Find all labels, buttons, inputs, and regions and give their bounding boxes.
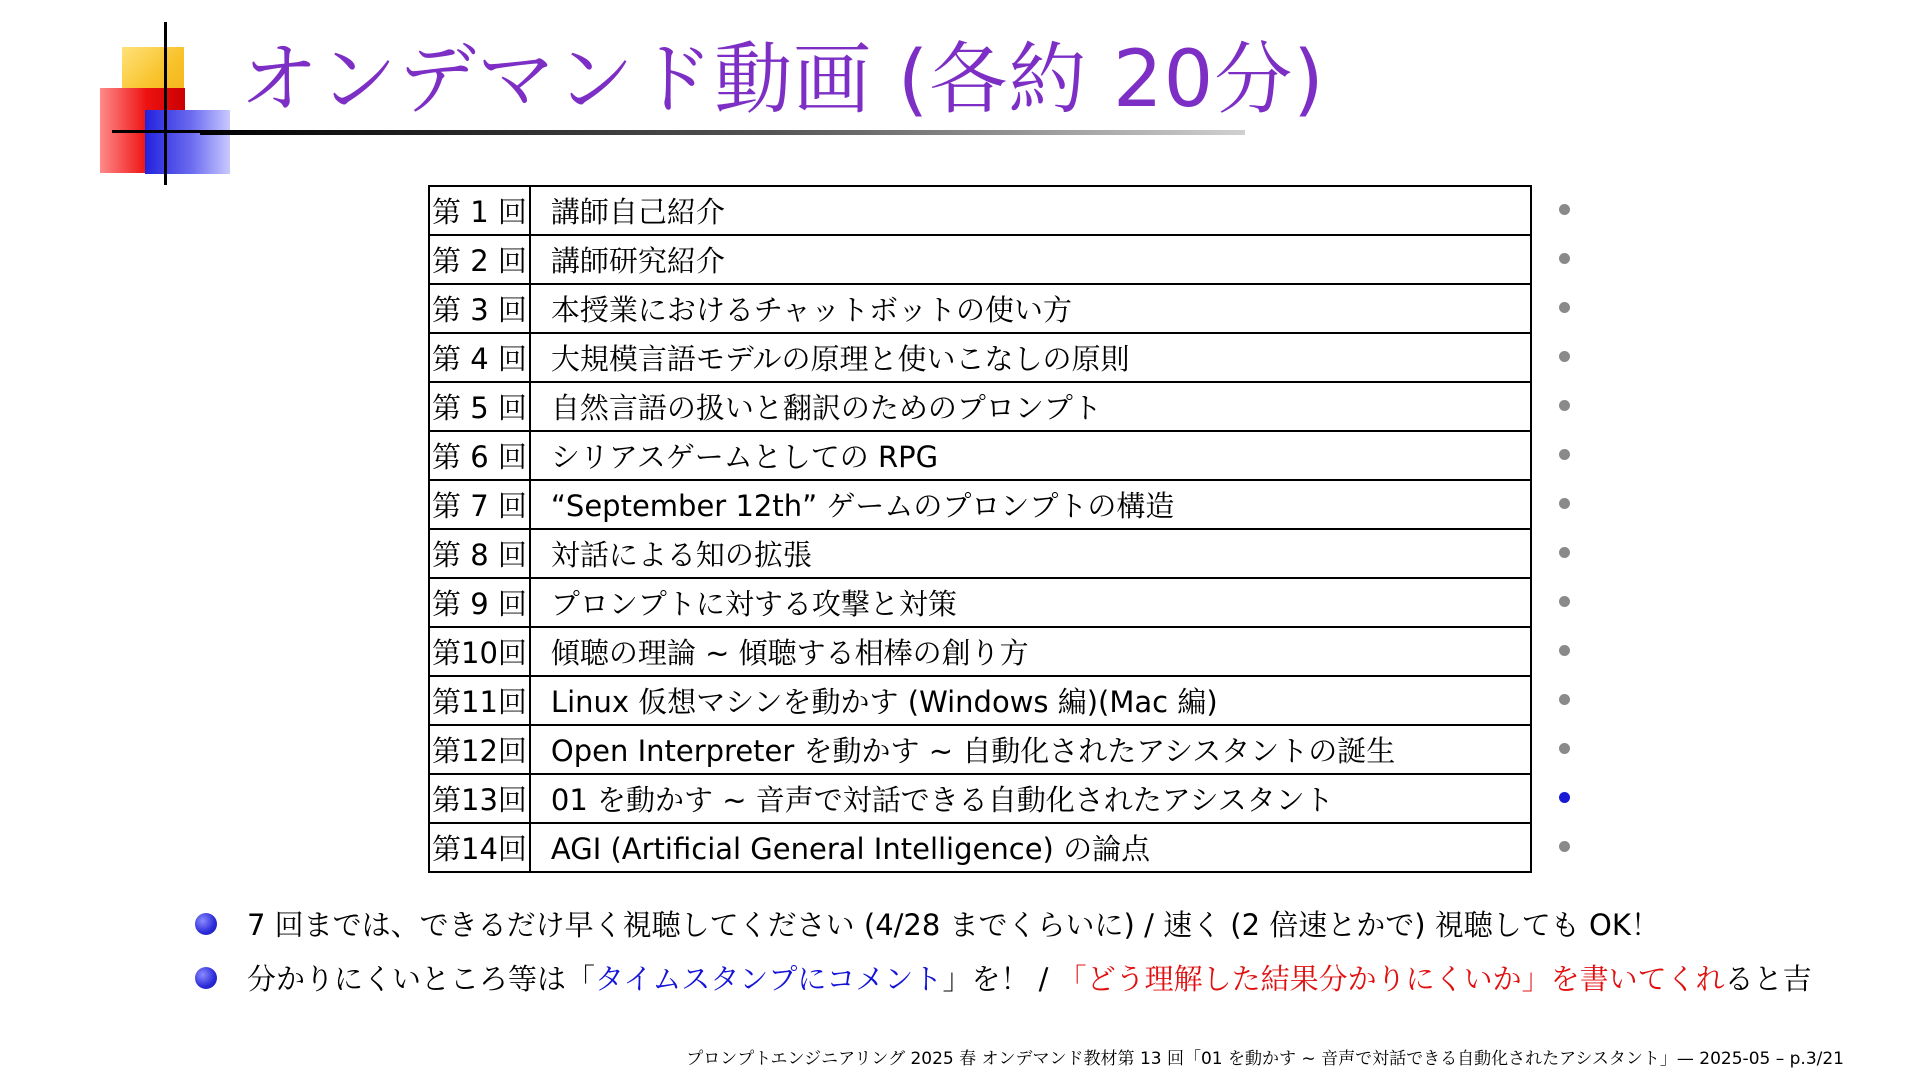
lecture-dot-icon (1554, 724, 1574, 773)
bullet-text-part: 分かりにくいところ等は「 (247, 962, 596, 996)
dot-shape (1559, 204, 1570, 215)
dot-shape (1559, 400, 1570, 411)
table-row (429, 823, 1531, 872)
dot-shape (1559, 841, 1570, 852)
dot-shape (1559, 694, 1570, 705)
dot-shape (1559, 792, 1570, 803)
dot-shape (1559, 449, 1570, 460)
lecture-topic: 01 を動かす ∼ 音声で対話できる自動化されたアシスタント (530, 774, 1531, 823)
bullet-item (195, 898, 1905, 952)
table-row (429, 284, 1531, 333)
lecture-dot-icon (1554, 332, 1574, 381)
table-row (429, 627, 1531, 676)
lecture-topic: Open Interpreter を動かす ∼ 自動化されたアシスタントの誕生 (530, 725, 1531, 774)
lecture-dot-icon (1554, 185, 1574, 234)
lecture-number: 第14回 (429, 823, 530, 872)
lecture-topic: 対話による知の拡張 (530, 529, 1531, 578)
bullet-icon (195, 967, 217, 989)
table-row (429, 725, 1531, 774)
lecture-number: 第 6 回 (429, 431, 530, 480)
slide-title: オンデマンド動画 (各約 20分) (240, 35, 1325, 125)
lecture-number: 第10回 (429, 627, 530, 676)
logo-blue-square (145, 110, 230, 174)
lecture-number: 第 4 回 (429, 333, 530, 382)
lecture-number: 第 7 回 (429, 480, 530, 529)
table-row (429, 480, 1531, 529)
timestamp-comment-highlight: タイムスタンプにコメント (595, 962, 943, 996)
logo-horizontal-line (112, 130, 208, 133)
lecture-number: 第12回 (429, 725, 530, 774)
dot-shape (1559, 302, 1570, 313)
lecture-number: 第 9 回 (429, 578, 530, 627)
table-row (429, 578, 1531, 627)
bullet-text-part: 」を！ / (942, 962, 1058, 996)
dot-shape (1559, 498, 1570, 509)
lecture-number: 第 1 回 (429, 186, 530, 235)
lecture-topic: “September 12th” ゲームのプロンプトの構造 (530, 480, 1531, 529)
lecture-schedule-table (428, 185, 1532, 873)
progress-dots (1554, 185, 1574, 871)
table-row (429, 774, 1531, 823)
lecture-number: 第13回 (429, 774, 530, 823)
dot-shape (1559, 645, 1570, 656)
table-row (429, 382, 1531, 431)
lecture-topic: プロンプトに対する攻撃と対策 (530, 578, 1531, 627)
logo-vertical-line (164, 22, 167, 185)
table-row (429, 676, 1531, 725)
dot-shape (1559, 253, 1570, 264)
title-underline (200, 130, 1245, 135)
corner-logo (100, 22, 240, 187)
lecture-topic: 自然言語の扱いと翻訳のためのプロンプト (530, 382, 1531, 431)
lecture-dot-icon (1554, 822, 1574, 871)
table-row (429, 431, 1531, 480)
bullet-item (195, 952, 1905, 1006)
lecture-topic: 本授業におけるチャットボットの使い方 (530, 284, 1531, 333)
lecture-topic: シリアスゲームとしての RPG (530, 431, 1531, 480)
lecture-topic: AGI (Artificial General Intelligence) の論点 (530, 823, 1531, 872)
bullet-text (247, 952, 1812, 1006)
lecture-topic: 講師自己紹介 (530, 186, 1531, 235)
dot-shape (1559, 351, 1570, 362)
bullet-text-part: ると吉 (1724, 962, 1812, 996)
lecture-dot-icon (1554, 675, 1574, 724)
lecture-number: 第11回 (429, 676, 530, 725)
lecture-dot-icon (1554, 479, 1574, 528)
current-lecture-dot-icon (1554, 773, 1574, 822)
dot-shape (1559, 547, 1570, 558)
table-row (429, 529, 1531, 578)
lecture-dot-icon (1554, 528, 1574, 577)
lecture-topic: 傾聴の理論 ∼ 傾聴する相棒の創り方 (530, 627, 1531, 676)
dot-shape (1559, 596, 1570, 607)
lecture-topic: 講師研究紹介 (530, 235, 1531, 284)
bullet-text: 7 回までは、できるだけ早く視聴してください (4/28 までくらいに) / 速く (2 倍速とかで) 視聴しても OK！ (247, 908, 1660, 942)
lecture-topic: 大規模言語モデルの原理と使いこなしの原則 (530, 333, 1531, 382)
lecture-topic: Linux 仮想マシンを動かす (Windows 編)(Mac 編) (530, 676, 1531, 725)
write-comment-highlight: 「どう理解した結果分かりにくいか」を書いてくれ (1057, 962, 1725, 996)
table-row (429, 333, 1531, 382)
table-row (429, 186, 1531, 235)
lecture-dot-icon (1554, 430, 1574, 479)
lecture-number: 第 5 回 (429, 382, 530, 431)
bullet-list (195, 898, 1905, 1006)
lecture-dot-icon (1554, 626, 1574, 675)
lecture-dot-icon (1554, 381, 1574, 430)
slide-footer: プロンプトエンジニアリング 2025 春 オンデマンド教材第 13 回「01 を動かす ∼ 音声で対話できる自動化されたアシスタント」— 2025-05 – p.3/21 (686, 1049, 1844, 1069)
lecture-dot-icon (1554, 577, 1574, 626)
lecture-number: 第 2 回 (429, 235, 530, 284)
lecture-dot-icon (1554, 283, 1574, 332)
table-row (429, 235, 1531, 284)
lecture-number: 第 8 回 (429, 529, 530, 578)
bullet-icon (195, 913, 217, 935)
lecture-dot-icon (1554, 234, 1574, 283)
dot-shape (1559, 743, 1570, 754)
lecture-number: 第 3 回 (429, 284, 530, 333)
